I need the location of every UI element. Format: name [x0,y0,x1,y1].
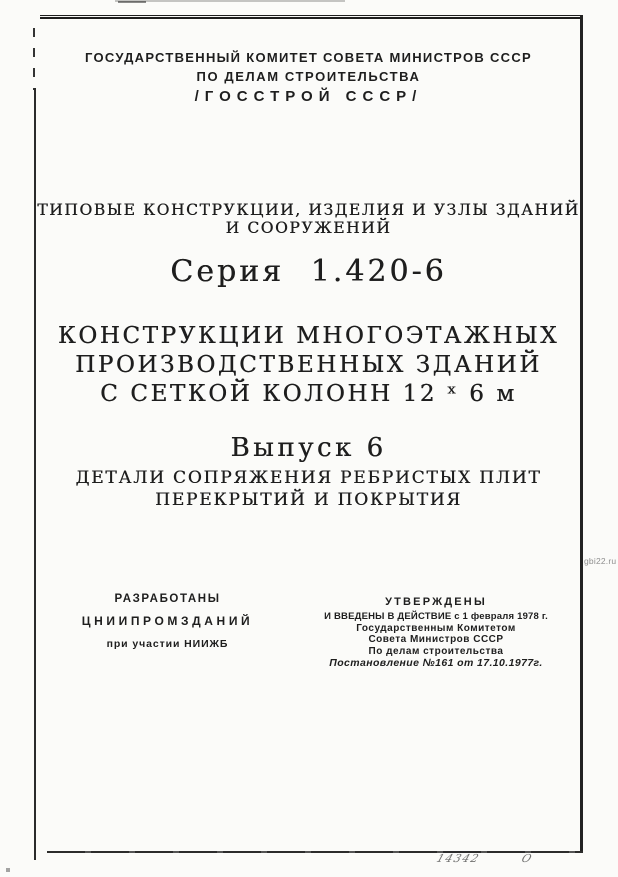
series-number: Серия 1.420-6 [170,254,447,289]
approved-authority-line3: По делам строительства [368,645,504,657]
gosstroy-abbreviation: /ГОССТРОЙ СССР/ [194,88,423,105]
typical-line1: ТИПОВЫЕ КОНСТРУКЦИИ, ИЗДЕЛИЯ И УЗЛЫ ЗДАНИЙ [37,201,580,219]
developed-by-block [55,593,280,650]
frame-bottom-border [47,851,583,853]
document-title-line1: КОНСТРУКЦИИ МНОГОЭТАЖНЫХ [57,323,560,349]
developer-participant: при участии НИИЖБ [106,638,229,650]
footer-inventory-number: 14342 [434,852,482,865]
committee-header [34,50,583,104]
committee-name-line1: ГОСУДАРСТВЕННЫЙ КОМИТЕТ СОВЕТА МИНИСТРОВ СССР [84,50,533,65]
developer-organization: ЦНИИПРОМЗДАНИЙ [81,614,254,628]
issue-subtitle-line1: ДЕТАЛИ СОПРЯЖЕНИЯ РЕБРИСТЫХ ПЛИТ [75,468,542,488]
typical-line2: И СООРУЖЕНИЙ [225,219,392,237]
site-watermark: gbi22.ru [584,556,617,566]
document-title-line2: ПРОИЗВОДСТВЕННЫХ ЗДАНИЙ [75,352,542,378]
footer-mark: О [519,852,535,865]
scan-speck [115,0,345,2]
approved-label: УТВЕРЖДЕНЫ [385,596,487,608]
document-title-line3: С СЕТКОЙ КОЛОНН 12 ˣ 6 м [100,381,517,407]
developed-label: РАЗРАБОТАНЫ [114,593,221,605]
committee-name-line2: ПО ДЕЛАМ СТРОИТЕЛЬСТВА [196,69,421,84]
issue-number: Выпуск 6 [230,433,387,463]
approved-effective-date: И ВВЕДЕНЫ В ДЕЙСТВИЕ с 1 февраля 1978 г. [324,611,548,622]
scan-speck [6,868,10,872]
issue-subtitle [34,467,583,511]
issue-subtitle-line2: ПЕРЕКРЫТИЙ И ПОКРЫТИЯ [155,490,462,510]
typical-constructions-subtitle [34,201,583,237]
approved-authority-line1: Государственным Комитетом [356,622,516,634]
scan-speck [118,1,146,3]
approved-resolution: Постановление №161 от 17.10.1977г. [329,657,543,669]
approved-by-block [316,596,556,670]
approved-authority-line2: Совета Министров СССР [368,634,504,645]
frame-top-border [40,15,583,19]
document-title [34,322,583,409]
